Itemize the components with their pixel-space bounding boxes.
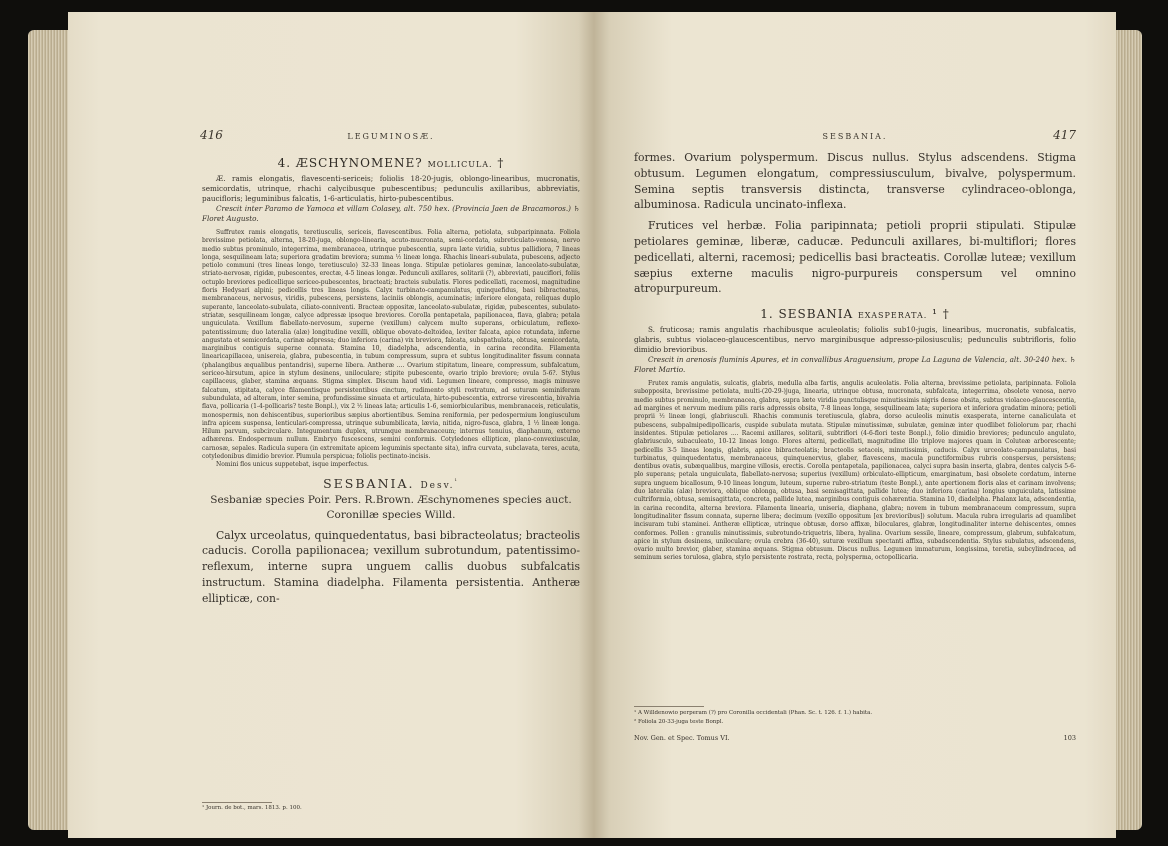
genus-description-continued: formes. Ovarium polyspermum. Discus nullus. Stylus adscendens. Stigma obtusum. Legumen elongatum, compressiusculum, bivalve, polyspermum. Semina septis transversis distincta, transverse cylindraceo-oblonga, albuminosa. Radicula uncinato-inflexa. [634,151,1076,212]
species-symbol: ¹ † [932,307,950,322]
signature-text: Nov. Gen. et Spec. Tomus VI. [634,734,730,742]
species-habitat: Crescit inter Paramo de Yamoca et villam Colasey, alt. 750 hex. (Provincia Jaen de Bracamoros.) ♄ Floret Augusto. [202,204,580,223]
signature-number: 103 [1063,734,1076,742]
species-number: 1. [760,307,774,322]
left-page-edges [28,30,68,830]
genus-habit: Frutices vel herbæ. Folia paripinnata; petioli proprii stipulati. Stipulæ petiolares geminæ, liberæ, caducæ. Pedunculi axillares, bi-multiflori; flores pedicellati, alterni, racemosi; pedicellis basi bracteatis. Corollæ luteæ; vexillum sæpius externe maculis nigro-purpureis conspersum vel omnino atropurpureum. [634,219,1076,296]
right-footnote-1: ¹ A Willdenowio perperam (?) pro Coronilla occidentali (Phan. Sc. t. 126. f. 1.) habita. [634,710,873,716]
genus-footnote-mark: ¹ [454,477,459,485]
species-epithet: EXASPERATA. [857,311,928,321]
open-book [28,12,1142,840]
left-running-title: LEGUMINOSÆ. [347,132,435,141]
species-genus-name: SESBANIA [778,307,854,322]
species-habitat: Crescit in arenosis fluminis Apures, et in convallibus Araguensium, prope La Laguna de Valencia, alt. 30-240 hex. ♄ Floret Martio. [634,355,1076,375]
genus-description: Calyx urceolatus, quinquedentatus, basi bibracteolatus; bracteolis caducis. Corolla papilionacea; vexillum subrotundum, patentissimo-reflexum, interne supra unguem callis duobus subfalcatis instructum. Stamina diadelpha. Filamenta persistentia. Antheræ ellipticæ, con- [202,528,580,605]
species-epithet: MOLLICULA. [427,160,493,169]
left-footnote: ¹ Journ. de bot., mars. 1813. p. 100. [202,805,302,811]
left-page [68,12,594,838]
right-footnote-2: ² Foliola 20-33-juga teste Bonpl. [634,719,724,725]
species-heading-sesbania-exasperata [634,307,1076,321]
right-page-edges [1116,30,1142,830]
left-running-head [200,128,580,150]
genus-author: Desv. [420,480,455,491]
species-description: Frutex ramis angulatis, sulcatis, glabris, medulla alba fartis, angulis aculeolatis. Folia alterna, brevissime petiolata, paripinnata. Foliola subopposita, brevissime petiolata, multi-(20-29-)juga, linearia, utrinque obtusa, mucronata, subfalcata, integerrima, obsolete venosa, nervo medio subtus prominulo, membranacea, glabra, supra læte viridia punctulisque minutissimis nigris dense obsita, subtus violaceo-glaucescentia, ad margines et nervum medium pilis raris adpressis obsita, 7-8 lineas longa, sesquilineam lata; superiora et inferiora gradatim minora; petioli proprii ½ lineæ longi, glabriusculi. Rhachis communis teretiuscula, glabra, dorso aculeolis minutis exasperata, interne canaliculata et pubescens, subpalmipedipollicaris, cuspide subulata mutata. Stipulæ minutissimæ, subulatæ, geminæ inter quodlibet foliolorum par, rhachi insidentes. Stipulæ petiolares .... Racemi axillares, solitarii, subtriflori (4-6-flori teste Bonpl.), folio dimidio breviores; pedunculo angulato, glabriusculo, subaculeato, 10-12 lineas longo. Flores alterni, pedicellati, magnitudine illo triplove majores quam in Coluteæ arborescente; pedicellis 3-5 lineas longis, glabris, apice bibracteolatis; bracteolis setaceis, minutissimis, caducis. Calyx urceolato-campanulatus, basi turbinatus, quinquedentatus, membranaceus, quinquenervius, glaber, flavescens, macula punctiformibus rubris conspersus, persistens; dentibus ovatis, subæqualibus, margine villosis, erectis. Corolla pentapetala, papilionacea, calyci supra basin inserta, glabra, dentes calycis 5-6-plo superans; petala unguiculata, flabellato-nervosa; superius (vexillum) orbiculato-ellipticum, emarginatum, basi obsolete cordatum, interne supra unguem bicallosum, 9-10 lineas longum, luteum, superne rubro-striatum (teste Bonpl.), ante apertionem floris alas et carinam involvens; duo lateralia (alæ) breviora, oblique oblonga, obtusa, basi semisagittata, pallide lutea; duo inferiora (carina) longius unguiculata, latissime cultriformia, obtusa, semisagittata, concreta, pallide lutea, marginibus contiguis cohærentia. Stamina 10, diadelpha. Phalanx lata, adscendentia, in carina recondita, alterna breviora. Filamenta linearia, uniseria, diaphana, glabra; novem in tubum membranaceum compressum, supra longitudinaliter fissum connata, superne libera; decimum (vexillo oppositum [ex brevioribus]) solutum. Macula rubra irregularis ad quamlibet incisuram tubi staminei. Antheræ ellipticæ, utrinque obtusæ, dorso affixæ, biloculares, glabræ, longitudinaliter interne dehiscentes, omnes conformes. Pollen : granulis minutissimis, subrotundo-triquetris, libera, hyalina. Ovarium sessile, lineare, compressum, glabrum, subfalcatum, apice in stylum desinens, uniloculare; ovula crebra (36-40), suturæ vexillum spectanti affixa, subadscendentia. Stylus subulatus, adscendens, ovario multo brevior, glaber, stamina æquans. Stigma obtusum. Discus nullus. Legumen immaturum, longissima, teretia, subcylindracea, ad seminum series torulosa, glabra, stylo persistente rostrata, recta, polysperma, octopollicaria. [634,380,1076,562]
printer-signature [634,734,1076,742]
species-symbol: † [497,156,505,170]
species-diagnosis: S. fruticosa; ramis angulatis rhachibusque aculeolatis; foliolis sub10-jugis, linearibus, mucronatis, subfalcatis, glabris, subtus violaceo-glaucescentibus, nervo marginibusque adpresso-pilosiusculis; pedunculis subtrifloris, folio dimidio brevioribus. [634,325,1076,355]
right-running-head [634,128,1076,150]
species-number: 4. [277,156,292,170]
species-genus-name: ÆSCHYNOMENE? [295,156,423,170]
right-page-number: 417 [1053,128,1076,142]
species-description: Suffrutex ramis elongatis, teretiusculis, sericeis, flavescentibus. Folia alterna, petiolata, subparipinnata. Foliola brevissime petiolata, alterna, 18-20-juga, oblongo-linearia, acuto-mucronata, semi-cordata, subreticulato-venosa, nervo medio subtus prominulo, integerrima, membranacea, utrinque pubescentia, supra læte viridia, subtus pallidiora, 7 lineas longa, sesquilineam lata; superiora gradatim breviora; summa ½ lineæ longa. Rhachis lineari-subulata, pubescens, adjecto petiolo communi (tres lineas longo, teretiusculo) 32-33 lineas longa. Stipulæ petiolares geminæ, lanceolato-subulatæ, striato-nervosæ, rigidæ, pubescentes, erectæ, 4-5 lineas longæ. Pedunculi axillares, solitarii (?), abbreviati, pauciflori, foliis octuplo breviores pedicellique sericeo-pubescentes, bracteati; bracteis subulatis. Flores pedicellati, racemosi, magnitudine floris Hedysari alpini; pedicellis tres lineas longis. Calyx turbinato-campanulatus, quinquefidus, basi bibracteatus, membranaceus, nervosus, viridis, pubescens, persistens, laciniis oblongis, acuminatis; inferiore elongata, reliquas duplo superante, lanceolato-subulata, ciliato-conniventi. Bracteæ oppositæ, lanceolato-subulatæ, rigidæ, pubescentes, subulato-striatæ, sesquilineam longæ, calyce adpressæ ipsoque breviores. Corolla pentapetala, papilionacea, flava, glabra; petala unguiculata. Vexillum flabellato-nervosum, superne (vexillum) calycem multo superans, orbiculatum, reflexo-patentissimum; duo lateralia (alæ) longitudine vexilli, oblique obovato-deltoidea, leviter falcata, apice rotundata, inferne angustata et semicordata, carinæ adpressa; duo inferiora (carina) vix breviora, falcata, subspathulata, obtusa, semicordata, marginibus contiguis superne connata. Stamina 10, diadelpha, adscendentia, in carina recondita. Filamenta linearicapillacea, unisereia, glabra, pubescentia, in tubum compressum, supra et subtus longitudinaliter fissum connata (phalangibus æqualibus pentandris), superne libera. Antheræ .... Ovarium stipitatum, lineare, compressum, subfalcatum, sericeo-hirsutum, apice in stylum desinens, uniloculare; stipite pubescente, ovario triplo breviore; ovula 5-6?. Stylus capillaceus, glaber, stamina æquans. Stigma simplex. Discum haud vidi. Legumen lineare, compresso, magis minusve falcatum, stipitata, calyce filamentisque persistentibus cinctum, rudimento styli rostratum, ad suturam seminiferam subundulata, ad alteram, inter semina, profundissime sinuata et articulata, hirto-pubescentia, extrorse virescentia, bivalvia flava, pollicaria (1-4-pollicaris? teste Bonpl.), vix 2 ½ lineas lata; articulis 1-6, semiorbicularibus, membranaceis, reticulatis, monospermis, non dehiscentibus, superioribus sæpius abortientibus. Semina reniformia, per pedospermium longiusculum infra apicem suspensa, lenticulari-compressa, utrinque subumbilicata, lævia, nitida, nigro-fusca, glabra, 1 ½ lineæ longa. Hilum parvum, subcirculare. Integumentum duplex, utrumque membranaceum; internus tenuius, diaphanum, externo adhærens. Endospermum nullum. Embryo fuscescens, semini conformis. Cotyledones ellipticæ, plano-convexiusculæ, carnosæ, sepales. Radicula supera (in extremitate apicem leguminis spectante sita), infra curvata, subclavata, teres, acuta, cotyledonibus dimidio brevior. Plumula perspicua; foliolis pectinato-incisis. [202,229,580,461]
right-page [594,12,1116,838]
species-heading-aeschynomene [202,156,580,170]
left-page-number: 416 [200,128,223,142]
genus-heading-sesbania [202,476,580,491]
genus-synonyms-2: Coronillæ species Willd. [326,508,456,521]
right-running-title: SESBANIA. [822,132,888,141]
right-footnote-rule [634,706,704,707]
genus-synonyms-1: Sesbaniæ species Poir. Pers. R.Brown. Æschynomenes species auct. [210,493,572,506]
genus-title: SESBANIA. [323,475,415,491]
species-note: Nomini flos unicus suppetebat, isque imperfectus. [216,461,369,469]
left-footnote-rule [202,802,272,803]
species-diagnosis: Æ. ramis elongatis, flavescenti-sericeis; foliolis 18-20-jugis, oblongo-linearibus, mucronatis, semicordatis, utrinque, rhachi calycibusque pubescentibus; pedunculis axillaribus, abbreviatis, paucifloris; leguminibus falcatis, 1-6-articulatis, hirto-pubescentibus. [202,174,580,203]
